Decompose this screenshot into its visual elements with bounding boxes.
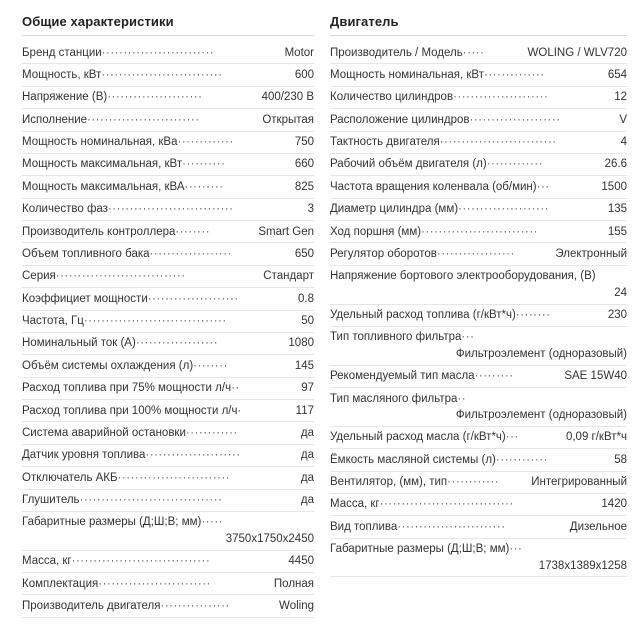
dot-leader: ·················· (436, 247, 515, 260)
spec-label: Регулятор оборотов (330, 247, 437, 260)
spec-label: Система аварийной остановки (22, 426, 186, 439)
dot-leader: ·························· (98, 577, 211, 590)
dot-leader: ····························· (107, 203, 234, 216)
dot-leader: ··· (505, 431, 519, 444)
spec-row (22, 445, 314, 467)
spec-value: 825 (294, 180, 314, 193)
spec-row (22, 355, 314, 377)
dot-leader: ··························· (439, 136, 557, 148)
spec-row (22, 42, 314, 64)
spec-value: 50 (301, 315, 314, 327)
spec-row (330, 199, 627, 221)
spec-label: Ёмкость масляной системы (л) (330, 453, 496, 466)
spec-value: 0.8 (298, 292, 314, 305)
spec-row (330, 449, 627, 471)
spec-row (330, 243, 627, 265)
spec-row (22, 221, 314, 243)
spec-label: Мощность, кВт (22, 68, 102, 81)
spec-value: 135 (607, 203, 627, 216)
spec-row (22, 64, 314, 86)
spec-value: 600 (294, 68, 314, 81)
spec-value: 145 (294, 359, 314, 372)
spec-label: Габаритные размеры (Д;Ш;В; мм) (330, 543, 510, 556)
spec-row (330, 494, 627, 516)
spec-label: Производитель / Модель (330, 46, 463, 59)
spec-row (330, 221, 627, 243)
dot-leader: ·························· (101, 46, 215, 59)
spec-value: 26.6 (604, 158, 627, 171)
spec-value: Электронный (555, 247, 627, 260)
general-specs-list (22, 42, 314, 618)
spec-value: 400/230 В (261, 91, 314, 104)
spec-value: 12 (614, 91, 627, 104)
spec-value: да (300, 471, 314, 484)
spec-row (22, 132, 314, 154)
general-specs-column (0, 14, 322, 618)
spec-label: Отключатель АКБ (22, 471, 118, 484)
spec-label: Бренд станции (22, 46, 102, 59)
spec-label: Диаметр цилиндра (мм) (330, 203, 459, 216)
spec-row (22, 109, 314, 131)
spec-row (330, 305, 627, 327)
spec-value: Стандарт (263, 270, 314, 283)
spec-label: Рекомендуемый тип масла (330, 370, 475, 383)
dot-leader: ········ (193, 359, 228, 372)
spec-row (22, 512, 314, 551)
spec-row (22, 87, 314, 109)
spec-label: Рабочий объём двигателя (л) (330, 158, 487, 171)
spec-value: Фильтроэлемент (одноразовый) (455, 347, 627, 360)
spec-label: Серия (22, 270, 56, 283)
dot-leader: ··· (536, 180, 550, 193)
dot-leader: ····················· (469, 113, 561, 126)
spec-row (22, 176, 314, 198)
spec-label: Комплектация (22, 577, 99, 590)
dot-leader: ································· (79, 494, 223, 506)
dot-leader: ········· (474, 370, 514, 383)
spec-value: 4450 (288, 555, 314, 568)
spec-label: Номинальный ток (A) (22, 337, 136, 350)
spec-label: Тактность двигателя (330, 136, 440, 148)
spec-label: Вентилятор, (мм), тип (330, 476, 448, 488)
spec-row (330, 109, 627, 131)
spec-value: V (619, 113, 627, 126)
dot-leader: ······················ (107, 91, 203, 104)
spec-row (330, 516, 627, 538)
spec-row (22, 288, 314, 310)
dot-leader: ····················· (147, 292, 239, 305)
spec-label: Количество цилиндров (330, 91, 454, 104)
spec-label: Габаритные размеры (Д;Ш;В; мм) (22, 516, 202, 529)
spec-label: Тип масляного фильтра (330, 392, 458, 405)
spec-label: Масса, кг (330, 498, 380, 511)
engine-specs-title: Двигатель (330, 14, 399, 29)
dot-leader: · (237, 404, 242, 417)
spec-row (22, 467, 314, 489)
spec-row (22, 311, 314, 333)
dot-leader: ·· (457, 392, 467, 405)
dot-leader: ············· (177, 136, 234, 148)
spec-label: Мощность максимальная, кВА (22, 180, 185, 193)
spec-row (330, 427, 627, 449)
dot-leader: ·········· (182, 158, 226, 171)
spec-row (22, 595, 314, 617)
spec-label: Производитель двигателя (22, 599, 161, 612)
dot-leader: ························· (397, 520, 506, 533)
spec-value: 650 (294, 247, 314, 260)
dot-leader: ·························· (117, 471, 231, 484)
spec-label: Мощность номинальная, кВт (330, 68, 484, 81)
spec-row (22, 266, 314, 288)
spec-row (330, 266, 627, 305)
spec-label: Удельный расход топлива (г/кВт*ч) (330, 309, 516, 321)
spec-value: 654 (607, 68, 627, 81)
spec-label: Расход топлива при 100% мощности л/ч (22, 404, 238, 417)
spec-value: Motor (284, 46, 314, 59)
spec-value: 1080 (288, 337, 314, 350)
dot-leader: ··················· (135, 337, 219, 350)
dot-leader: ············· (486, 158, 544, 171)
spec-label: Ход поршня (мм) (330, 225, 422, 238)
spec-row (330, 472, 627, 494)
spec-label: Масса, кг (22, 555, 72, 568)
dot-leader: ······················ (453, 91, 549, 104)
dot-leader: ········· (184, 180, 224, 193)
dot-leader: ······················ (145, 449, 241, 462)
spec-value: Фильтроэлемент (одноразовый) (455, 408, 627, 421)
spec-value: Полная (273, 577, 314, 590)
dot-leader: ······························ (55, 270, 186, 283)
spec-label: Частота, Гц (22, 315, 84, 327)
engine-specs-divider (330, 35, 627, 36)
spec-row (330, 154, 627, 176)
spec-label: Частота вращения коленвала (об/мин) (330, 180, 537, 193)
spec-label: Расположение цилиндров (330, 113, 470, 126)
spec-label: Удельный расход масла (г/кВт*ч) (330, 431, 506, 444)
spec-value: Открытая (262, 113, 314, 126)
spec-label: Объём системы охлаждения (л) (22, 359, 194, 372)
dot-leader: ······························· (379, 498, 514, 511)
spec-value: 117 (295, 404, 314, 417)
spec-label: Мощность максимальная, кВт (22, 158, 183, 171)
spec-value: 1420 (601, 498, 627, 511)
spec-value: да (300, 426, 314, 439)
spec-label: Мощность номинальная, кВа (22, 136, 178, 148)
spec-row (22, 422, 314, 444)
spec-label: Исполнение (22, 113, 88, 126)
spec-value: SAE 15W40 (564, 370, 627, 383)
spec-value: 230 (607, 309, 627, 321)
spec-label: Датчик уровня топлива (22, 449, 146, 462)
dot-leader: ········ (175, 225, 211, 238)
spec-row (330, 327, 627, 366)
spec-row (22, 551, 314, 573)
spec-row (330, 132, 627, 154)
spec-row (330, 366, 627, 388)
spec-value: Интегрированный (531, 476, 627, 488)
spec-label: Производитель контроллера (22, 225, 176, 238)
spec-label: Глушитель (22, 494, 80, 506)
dot-leader: ········ (515, 309, 551, 321)
spec-value: 3 (307, 203, 314, 216)
spec-label: Количество фаз (22, 203, 108, 216)
dot-leader: ············ (447, 476, 500, 488)
spec-value: Smart Gen (258, 225, 314, 238)
spec-value: 58 (614, 453, 627, 466)
spec-row (330, 87, 627, 109)
dot-leader: ··· (509, 543, 523, 556)
spec-row (22, 199, 314, 221)
spec-value: да (300, 494, 314, 506)
dot-leader: ····· (201, 516, 223, 529)
spec-value: 1500 (601, 180, 627, 193)
spec-value: 1738x1389x1258 (538, 559, 627, 572)
dot-leader: ············ (185, 426, 238, 439)
spec-row (330, 42, 627, 64)
dot-leader: ··················· (149, 247, 232, 260)
spec-value: 0,09 г/кВт*ч (565, 431, 627, 444)
dot-leader: ································· (83, 315, 227, 327)
engine-specs-list (330, 42, 627, 577)
spec-row (22, 400, 314, 422)
spec-label: Напряжение бортового электрооборудования, (В) (330, 270, 596, 283)
spec-value: WOLING / WLV720 (527, 46, 627, 59)
spec-value: 660 (294, 158, 314, 171)
spec-label: Коэффициет мощности (22, 292, 148, 305)
spec-row (22, 154, 314, 176)
spec-value: 155 (607, 225, 627, 238)
dot-leader: ···························· (101, 68, 223, 81)
spec-row (330, 388, 627, 427)
spec-value: 3750x1750x2450 (225, 532, 314, 545)
dot-leader: ············ (495, 453, 548, 466)
dot-leader: ································ (71, 555, 211, 568)
spec-row (330, 539, 627, 578)
dot-leader: ··························· (421, 225, 538, 238)
engine-specs-column (322, 14, 637, 618)
general-specs-divider (22, 35, 314, 36)
spec-value: 24 (614, 286, 627, 299)
spec-label: Расход топлива при 75% мощности л/ч (22, 382, 232, 395)
dot-leader: ····················· (458, 203, 549, 216)
dot-leader: ····· (462, 46, 485, 59)
spec-label: Объем топливного бака (22, 247, 150, 260)
dot-leader: ··· (461, 331, 475, 344)
spec-label: Напряжение (В) (22, 91, 108, 104)
spec-row (22, 333, 314, 355)
spec-value: 97 (301, 382, 314, 395)
spec-row (22, 243, 314, 265)
spec-value: Woling (279, 599, 314, 612)
spec-value: да (300, 449, 314, 462)
spec-row (330, 176, 627, 198)
dot-leader: ················ (160, 599, 230, 612)
spec-row (22, 573, 314, 595)
dot-leader: ·············· (484, 68, 545, 81)
dot-leader: ·· (231, 382, 240, 395)
general-specs-title: Общие характеристики (22, 14, 174, 29)
spec-row (22, 490, 314, 512)
spec-row (22, 378, 314, 400)
spec-value: 750 (294, 136, 314, 148)
spec-label: Вид топлива (330, 520, 398, 533)
dot-leader: ·························· (87, 113, 200, 126)
spec-value: Дизельное (569, 520, 627, 533)
spec-label: Тип топливного фильтра (330, 331, 462, 344)
spec-value: 4 (620, 136, 627, 148)
spec-row (330, 64, 627, 86)
